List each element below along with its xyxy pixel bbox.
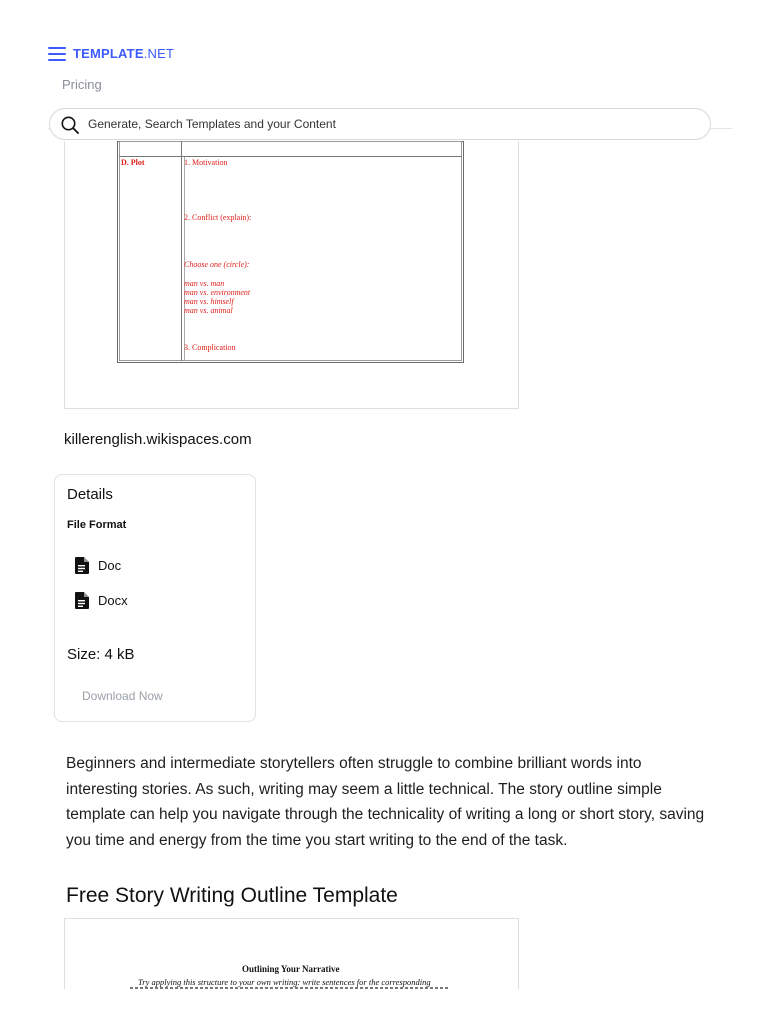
format-docx[interactable]: Docx <box>98 593 128 608</box>
details-title: Details <box>67 486 113 503</box>
description-paragraph: Beginners and intermediate storytellers often struggle to combine brilliant words into interesting stories. As such, writing may seem a little technical. The story outline simple template can help you navigate through the technicality of writing a long or short story, saving you time and energy from the time you start writing to the end of the task. <box>66 755 705 849</box>
preview-title: Outlining Your Narrative <box>242 964 340 974</box>
file-format-label: File Format <box>67 519 127 531</box>
source-label: killerenglish.wikispaces.com <box>64 431 252 448</box>
site-logo[interactable] <box>73 46 174 61</box>
conflict-option: man vs. himself <box>184 297 234 306</box>
menu-icon[interactable] <box>48 47 66 61</box>
file-size: Size: 4 kB <box>67 646 135 663</box>
plot-label: D. Plot <box>121 158 145 167</box>
download-button[interactable]: Download Now <box>82 689 163 703</box>
conflict-option: man vs. man <box>184 279 225 288</box>
conflict-option: man vs. animal <box>184 306 233 315</box>
preview-cut-text <box>130 987 450 989</box>
table-divider <box>181 141 182 361</box>
nav-pricing-link[interactable]: Pricing <box>62 77 102 92</box>
logo-main: TEMPLATE <box>73 46 144 61</box>
conflict-label: 2. Conflict (explain): <box>184 213 252 222</box>
table-divider <box>119 156 462 157</box>
table-divider <box>184 157 185 361</box>
format-doc[interactable]: Doc <box>98 558 122 573</box>
search-icon <box>60 115 80 135</box>
motivation-label: 1. Motivation <box>184 158 228 167</box>
section-heading: Free Story Writing Outline Template <box>66 884 398 907</box>
choose-one-label: Choose one (circle): <box>184 260 250 269</box>
document-icon <box>75 592 89 609</box>
preview-subtitle: Try applying this structure to your own writing: write sentences for the corresponding <box>138 977 431 987</box>
document-icon <box>75 557 89 574</box>
table-inner-border <box>119 141 462 361</box>
search-placeholder[interactable]: Generate, Search Templates and your Content <box>88 117 336 131</box>
conflict-option: man vs. environment <box>184 288 251 297</box>
logo-suffix: .NET <box>143 46 175 61</box>
complication-label: 3. Complication <box>184 343 236 352</box>
